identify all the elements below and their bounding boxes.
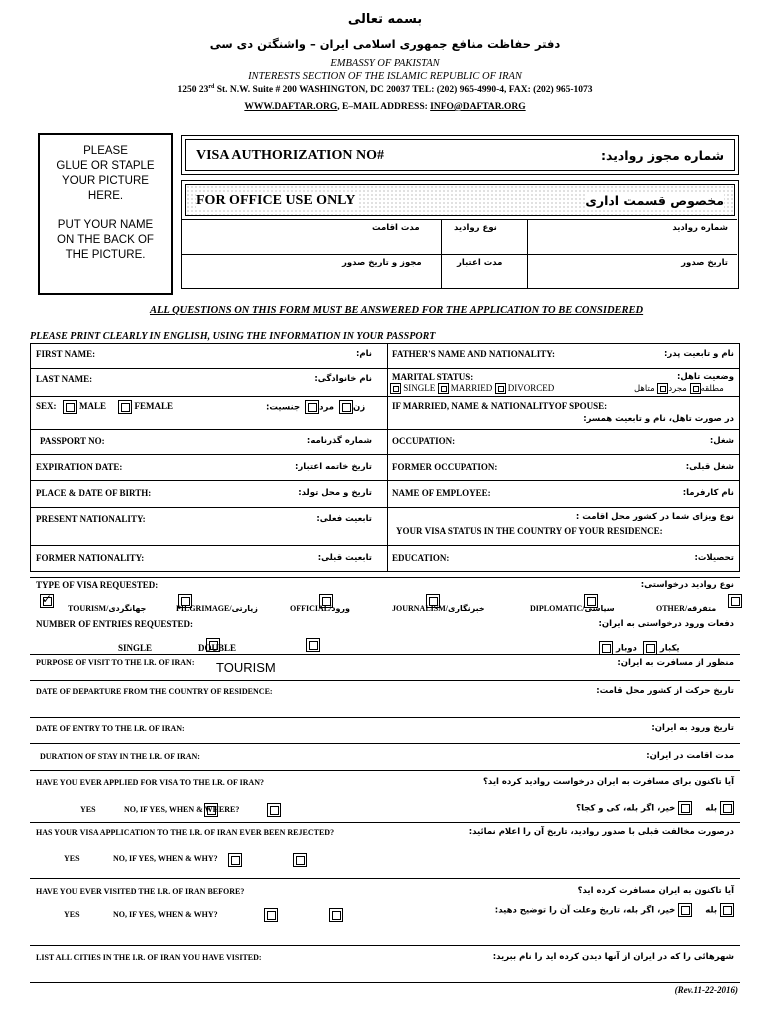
passport-label: PASSPORT NO:: [40, 436, 105, 446]
former-occupation-label-fa: شغل قبلی:: [685, 462, 734, 472]
birth-label: PLACE & DATE OF BIRTH:: [36, 488, 152, 498]
marital-label-fa: وضعیت تاهل:: [677, 372, 734, 382]
visited-label: HAVE YOU EVER VISITED THE I.R. OF IRAN BEFORE?: [36, 887, 245, 896]
visited-label-fa: آیا تاکنون به ایران مسافرت کرده اید؟: [577, 886, 734, 896]
rejected-label: HAS YOUR VISA APPLICATION TO THE I.R. OF IRAN EVER BEEN REJECTED?: [36, 828, 335, 837]
education-label: EDUCATION:: [392, 553, 450, 563]
applied-label: HAVE YOU EVER APPLIED FOR VISA TO THE I.R. OF IRAN?: [36, 778, 265, 787]
expiration-label-fa: تاریخ خاتمه اعتبار:: [294, 462, 372, 472]
visa-type-label: TYPE OF VISA REQUESTED:: [36, 580, 159, 590]
passport-input[interactable]: [130, 432, 290, 450]
spouse-label-fa: در صورت تاهل، نام و تابعیت همسر:: [583, 414, 734, 424]
male-checkbox[interactable]: [63, 400, 77, 414]
office-visa-type: نوع روادید: [454, 223, 497, 233]
marital-options: SINGLE MARRIED DIVORCED: [390, 383, 554, 394]
duration-label: DURATION OF STAY IN THE I.R. OF IRAN:: [40, 752, 200, 761]
last-name-label-fa: نام خانوادگی:: [314, 374, 372, 384]
embassy-name: EMBASSY OF PAKISTAN: [330, 58, 440, 69]
departure-label: DATE OF DEPARTURE FROM THE COUNTRY OF RESIDENCE:: [36, 687, 273, 696]
expiration-label: EXPIRATION DATE:: [36, 462, 123, 472]
website-link[interactable]: WWW.DAFTAR.ORG: [244, 102, 338, 112]
applied-no-checkbox[interactable]: [267, 803, 281, 817]
visited-yes-checkbox-fa[interactable]: [720, 903, 734, 917]
official-option: OFFICIAL/ورود: [290, 604, 350, 613]
single-entry-label: SINGLE: [118, 643, 153, 653]
single-checkbox-fa[interactable]: [657, 383, 668, 394]
tourism-checkbox[interactable]: [40, 594, 54, 608]
double-entry-label: DOUBLE: [198, 643, 237, 653]
revision-note: (Rev.11-22-2016): [674, 985, 738, 995]
office-use-box: [181, 180, 739, 289]
marital-options-fa: مطلقه مجرد متاهل: [634, 384, 724, 394]
father-label-fa: نام و تابعیت پدر:: [663, 349, 734, 359]
first-name-label: FIRST NAME:: [36, 349, 96, 359]
birth-label-fa: تاریخ و محل تولد:: [298, 488, 372, 498]
single-entry-checkbox-fa[interactable]: [643, 641, 657, 655]
office-validity: مدت اعتبار: [457, 258, 503, 268]
photo-box: PLEASE GLUE OR STAPLE YOUR PICTURE HERE. PUT YOUR NAME ON THE BACK OF THE PICTURE.: [38, 133, 173, 295]
employee-label: NAME OF EMPLOYEE:: [392, 488, 491, 498]
visa-authorization-label: VISA AUTHORIZATION NO#: [196, 148, 385, 163]
female-checkbox-fa[interactable]: [339, 400, 353, 414]
applied-no-label: NO, IF YES, WHEN & WHERE?: [124, 805, 240, 814]
tourism-option: TOURISM/جهانگردی: [68, 604, 147, 613]
cities-label-fa: شهرهائی را که در ایران از آنها دیدن کرده اید را نام ببرید:: [492, 952, 734, 962]
passport-label-fa: شماره گذرنامه:: [306, 436, 372, 446]
diplomatic-checkbox[interactable]: [728, 594, 742, 608]
diplomatic-option: DIPLOMATIC/سیاسی: [530, 604, 615, 613]
print-instruction: PLEASE PRINT CLEARLY IN ENGLISH, USING THE INFORMATION IN YOUR PASSPORT: [30, 331, 436, 342]
rejected-no-checkbox[interactable]: [293, 853, 307, 867]
applied-yes-checkbox-fa[interactable]: [720, 801, 734, 815]
web-email-line: WWW.DAFTAR.ORG, E–MAIL ADDRESS: INFO@DAFTAR.ORG: [244, 102, 526, 112]
purpose-label: PURPOSE OF VISIT TO THE I.R. OF IRAN:: [36, 658, 195, 667]
basmala: بسمه تعالی: [347, 12, 423, 27]
last-name-input[interactable]: [110, 371, 310, 391]
visa-authorization-label-fa: شماره مجوز روادید:: [600, 148, 724, 163]
applied-label-fa: آیا تاکنون برای مسافرت به ایران درخواست روادید کرده اید؟: [483, 777, 734, 787]
visa-authorization-box[interactable]: [181, 135, 739, 175]
double-entry-checkbox[interactable]: [306, 638, 320, 652]
office-stay-duration: مدت اقامت: [372, 223, 420, 233]
entry-date-label-fa: تاریخ ورود به ایران:: [651, 723, 734, 733]
visited-no-checkbox[interactable]: [329, 908, 343, 922]
employee-label-fa: نام کارفرما:: [682, 488, 734, 498]
first-name-input[interactable]: [110, 346, 330, 364]
persian-office-title: دفتر حفاظت منافع جمهوری اسلامی ایران – واشنگتن دی سی: [209, 37, 561, 51]
divorced-checkbox[interactable]: [495, 383, 506, 394]
spouse-label: IF MARRIED, NAME & NATIONALITYOF SPOUSE:: [392, 401, 608, 411]
entries-label-fa: دفعات ورود درخواستی به ایران:: [598, 619, 734, 629]
purpose-label-fa: منظور از مسافرت به ایران:: [617, 658, 734, 668]
rejected-no-label: NO, IF YES, WHEN & WHY?: [113, 854, 218, 863]
former-occupation-label: FORMER OCCUPATION:: [392, 462, 498, 472]
visited-no-label: NO, IF YES, WHEN & WHY?: [113, 910, 218, 919]
journalism-option: JOURNALISM/خبرنگاری: [392, 604, 485, 613]
rejected-label-fa: درصورت مخالفت قبلی با صدور روادید، تاریخ آن را اعلام نمائید:: [468, 827, 734, 837]
visited-no-checkbox-fa[interactable]: [678, 903, 692, 917]
applied-no-checkbox-fa[interactable]: [678, 801, 692, 815]
sex-row: SEX: MALE FEMALE: [36, 400, 173, 414]
double-entry-checkbox-fa[interactable]: [599, 641, 613, 655]
visited-yes-label: YES: [64, 910, 80, 919]
present-nat-label-fa: تابعیت فعلی:: [316, 514, 372, 524]
visited-options-fa: بله خیر، اگر بله، تاریخ وعلت آن را توضیح دهید:: [495, 903, 734, 917]
sex-row-fa: زن مرد جنسیت:: [266, 400, 365, 414]
occupation-label: OCCUPATION:: [392, 436, 456, 446]
pilgrimage-option: PILGRIMAGE/زیارتی: [176, 604, 258, 613]
divorced-checkbox-fa[interactable]: [690, 383, 701, 394]
father-input[interactable]: [580, 346, 650, 364]
married-checkbox[interactable]: [438, 383, 449, 394]
education-label-fa: تحصیلات:: [694, 553, 734, 563]
rejected-yes-label: YES: [64, 854, 80, 863]
purpose-input[interactable]: TOURISM: [216, 660, 276, 675]
office-use-label: FOR OFFICE USE ONLY: [196, 193, 356, 208]
email-link[interactable]: INFO@DAFTAR.ORG: [430, 102, 526, 112]
first-name-label-fa: نام:: [355, 349, 372, 359]
single-checkbox[interactable]: [390, 383, 401, 394]
former-nat-label: FORMER NATIONALITY:: [36, 553, 145, 563]
office-issue-date: تاریخ صدور: [681, 258, 728, 268]
visited-yes-checkbox[interactable]: [264, 908, 278, 922]
occupation-label-fa: شغل:: [709, 436, 734, 446]
female-checkbox[interactable]: [118, 400, 132, 414]
marital-label: MARITAL STATUS:: [392, 372, 474, 382]
duration-label-fa: مدت اقامت در ایران:: [646, 751, 734, 761]
office-permit-issue: مجوز و تاریخ صدور: [342, 258, 422, 268]
office-visa-number: شماره روادید: [672, 223, 728, 233]
present-nat-label: PRESENT NATIONALITY:: [36, 514, 146, 524]
visa-status-label: YOUR VISA STATUS IN THE COUNTRY OF YOUR RESIDENCE:: [396, 526, 663, 536]
address-line: 1250 23rd St. N.W. Suite # 200 WASHINGTON, DC 20037 TEL: (202) 965-4990-4, FAX: (202) 965-1073: [177, 84, 593, 96]
office-use-label-fa: مخصوص قسمت اداری: [585, 193, 724, 208]
interests-section: INTERESTS SECTION OF THE ISLAMIC REPUBLIC OF IRAN: [248, 71, 522, 82]
visa-type-label-fa: نوع روادید درخواستی:: [640, 580, 734, 590]
visa-status-label-fa: نوع ویزای شما در کشور محل اقامت :: [575, 512, 734, 522]
father-label: FATHER'S NAME AND NATIONALITY:: [392, 349, 555, 359]
rejected-yes-checkbox[interactable]: [228, 853, 242, 867]
entries-options-fa: یکبار دوبار: [596, 641, 680, 655]
cities-label: LIST ALL CITIES IN THE I.R. OF IRAN YOU HAVE VISITED:: [36, 953, 262, 962]
entry-date-label: DATE OF ENTRY TO THE I.R. OF IRAN:: [36, 724, 185, 733]
other-option: OTHER/متفرقه: [656, 604, 717, 613]
applied-options-fa: بله خیر، اگر بله، کی و کجا؟: [576, 801, 734, 815]
male-checkbox-fa[interactable]: [305, 400, 319, 414]
entries-label: NUMBER OF ENTRIES REQUESTED:: [36, 619, 193, 629]
applied-yes-label: YES: [80, 805, 96, 814]
departure-label-fa: تاریخ حرکت از کشور محل قامت:: [596, 686, 734, 696]
notice: ALL QUESTIONS ON THIS FORM MUST BE ANSWERED FOR THE APPLICATION TO BE CONSIDERED: [150, 305, 644, 316]
last-name-label: LAST NAME:: [36, 374, 93, 384]
former-nat-label-fa: تابعیت قبلی:: [317, 553, 372, 563]
